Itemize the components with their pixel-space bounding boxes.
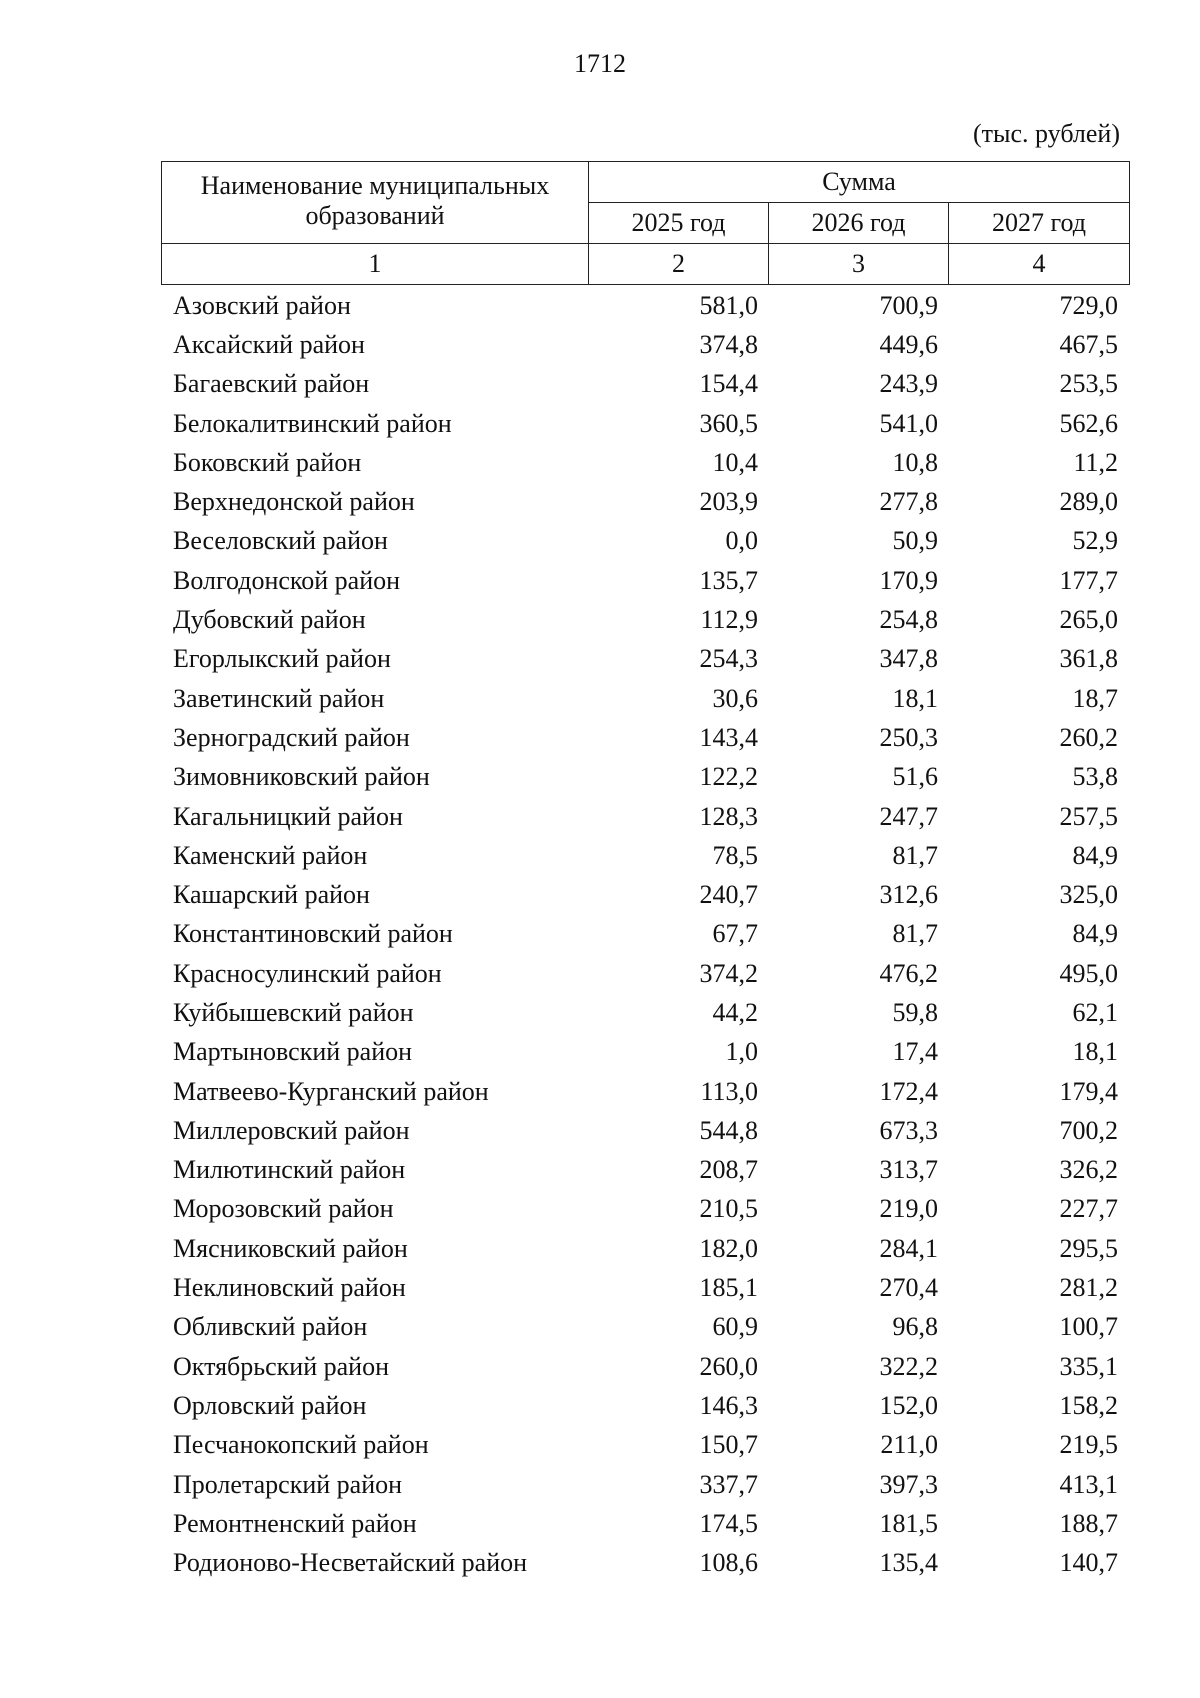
value-2025: 60,9 bbox=[712, 1312, 758, 1342]
table-row bbox=[161, 286, 1129, 325]
table-row bbox=[161, 993, 1129, 1032]
value-2026: 284,1 bbox=[879, 1233, 938, 1263]
value-2025: 143,4 bbox=[699, 722, 758, 752]
value-2025: 210,5 bbox=[699, 1194, 758, 1224]
municipality-name: Каменский район bbox=[173, 840, 368, 870]
table-row bbox=[161, 836, 1129, 875]
table-header bbox=[161, 161, 1130, 285]
municipality-name: Миллеровский район bbox=[173, 1115, 410, 1145]
value-2025: 67,7 bbox=[712, 919, 758, 949]
value-2027: 140,7 bbox=[1059, 1548, 1118, 1578]
header-col-number-4: 4 bbox=[949, 244, 1130, 285]
table-row bbox=[161, 482, 1129, 521]
value-2027: 11,2 bbox=[1073, 447, 1118, 477]
value-2026: 270,4 bbox=[879, 1273, 938, 1303]
table-row bbox=[161, 1347, 1129, 1386]
value-2026: 181,5 bbox=[879, 1508, 938, 1538]
value-2025: 208,7 bbox=[699, 1155, 758, 1185]
value-2025: 1,0 bbox=[725, 1037, 758, 1067]
table-row bbox=[161, 1308, 1129, 1347]
value-2025: 182,0 bbox=[699, 1233, 758, 1263]
table-row bbox=[161, 404, 1129, 443]
table-row bbox=[161, 561, 1129, 600]
value-2027: 53,8 bbox=[1072, 762, 1118, 792]
value-2025: 10,4 bbox=[712, 447, 758, 477]
value-2025: 108,6 bbox=[699, 1548, 758, 1578]
table-row bbox=[161, 1190, 1129, 1229]
value-2026: 10,8 bbox=[892, 447, 938, 477]
municipality-name: Кагальницкий район bbox=[173, 801, 403, 831]
value-2025: 112,9 bbox=[700, 605, 758, 635]
value-2025: 360,5 bbox=[699, 408, 758, 438]
table-row bbox=[161, 1426, 1129, 1465]
municipality-name: Ремонтненский район bbox=[173, 1508, 417, 1538]
value-2027: 729,0 bbox=[1059, 290, 1118, 320]
value-2027: 84,9 bbox=[1072, 840, 1118, 870]
value-2027: 265,0 bbox=[1059, 605, 1118, 635]
value-2027: 289,0 bbox=[1059, 487, 1118, 517]
value-2025: 44,2 bbox=[712, 997, 758, 1027]
value-2026: 59,8 bbox=[892, 997, 938, 1027]
municipality-name: Азовский район bbox=[173, 290, 351, 320]
value-2025: 544,8 bbox=[699, 1115, 758, 1145]
header-col-number-3: 3 bbox=[769, 244, 949, 285]
value-2025: 374,2 bbox=[699, 958, 758, 988]
table-row bbox=[161, 443, 1129, 482]
value-2025: 203,9 bbox=[699, 487, 758, 517]
municipality-name: Мартыновский район bbox=[173, 1037, 413, 1067]
page-number: 1712 bbox=[574, 49, 626, 78]
municipality-name: Кашарский район bbox=[173, 880, 370, 910]
header-col-number-1: 1 bbox=[162, 244, 589, 285]
value-2026: 476,2 bbox=[879, 958, 938, 988]
value-2027: 158,2 bbox=[1059, 1390, 1118, 1420]
table-row bbox=[161, 1111, 1129, 1150]
value-2027: 467,5 bbox=[1059, 329, 1118, 359]
municipality-name: Боковский район bbox=[173, 447, 362, 477]
value-2027: 326,2 bbox=[1059, 1155, 1118, 1185]
value-2027: 700,2 bbox=[1059, 1115, 1118, 1145]
value-2026: 243,9 bbox=[879, 369, 938, 399]
value-2025: 30,6 bbox=[712, 683, 758, 713]
value-2027: 295,5 bbox=[1059, 1233, 1118, 1263]
value-2027: 18,1 bbox=[1072, 1037, 1118, 1067]
value-2025: 374,8 bbox=[699, 329, 758, 359]
value-2025: 135,7 bbox=[699, 565, 758, 595]
value-2026: 313,7 bbox=[879, 1155, 938, 1185]
value-2027: 188,7 bbox=[1059, 1508, 1118, 1538]
value-2025: 185,1 bbox=[699, 1273, 758, 1303]
value-2027: 100,7 bbox=[1059, 1312, 1118, 1342]
value-2027: 562,6 bbox=[1059, 408, 1118, 438]
table-row bbox=[161, 1033, 1129, 1072]
municipality-name: Аксайский район bbox=[173, 329, 365, 359]
value-2027: 361,8 bbox=[1059, 644, 1118, 674]
table-row bbox=[161, 325, 1129, 364]
table-row bbox=[161, 1386, 1129, 1425]
value-2026: 449,6 bbox=[879, 329, 938, 359]
municipality-name: Верхнедонской район bbox=[173, 487, 415, 517]
value-2027: 281,2 bbox=[1059, 1273, 1118, 1303]
value-2026: 700,9 bbox=[879, 290, 938, 320]
municipality-name: Белокалитвинский район bbox=[173, 408, 452, 438]
value-2025: 337,7 bbox=[699, 1469, 758, 1499]
value-2027: 260,2 bbox=[1059, 722, 1118, 752]
value-2026: 211,0 bbox=[880, 1430, 938, 1460]
municipality-name: Обливский район bbox=[173, 1312, 368, 1342]
municipality-name: Куйбышевский район bbox=[173, 997, 414, 1027]
municipality-name: Матвеево-Курганский район bbox=[173, 1076, 489, 1106]
value-2027: 257,5 bbox=[1059, 801, 1118, 831]
value-2025: 260,0 bbox=[699, 1351, 758, 1381]
value-2025: 240,7 bbox=[699, 880, 758, 910]
value-2025: 581,0 bbox=[699, 290, 758, 320]
value-2027: 177,7 bbox=[1059, 565, 1118, 595]
value-2027: 62,1 bbox=[1072, 997, 1118, 1027]
municipality-name: Веселовский район bbox=[173, 526, 388, 556]
municipality-name: Пролетарский район bbox=[173, 1469, 403, 1499]
value-2025: 174,5 bbox=[699, 1508, 758, 1538]
value-2026: 51,6 bbox=[892, 762, 938, 792]
table-row bbox=[161, 679, 1129, 718]
value-2027: 325,0 bbox=[1059, 880, 1118, 910]
value-2025: 78,5 bbox=[712, 840, 758, 870]
municipality-name: Песчанокопский район bbox=[173, 1430, 429, 1460]
value-2027: 52,9 bbox=[1072, 526, 1118, 556]
value-2027: 413,1 bbox=[1059, 1469, 1118, 1499]
municipality-name: Егорлыкский район bbox=[173, 644, 391, 674]
municipality-name: Константиновский район bbox=[173, 919, 453, 949]
value-2026: 219,0 bbox=[879, 1194, 938, 1224]
table-row bbox=[161, 1151, 1129, 1190]
value-2026: 312,6 bbox=[879, 880, 938, 910]
municipality-name: Багаевский район bbox=[173, 369, 370, 399]
units-label: (тыс. рублей) bbox=[972, 119, 1120, 148]
header-col-number-2: 2 bbox=[589, 244, 769, 285]
municipality-name: Мясниковский район bbox=[173, 1233, 408, 1263]
table-row bbox=[161, 1072, 1129, 1111]
value-2027: 227,7 bbox=[1059, 1194, 1118, 1224]
table-row bbox=[161, 365, 1129, 404]
header-year-2025: 2025 год bbox=[589, 203, 769, 244]
value-2026: 172,4 bbox=[879, 1076, 938, 1106]
value-2027: 18,7 bbox=[1072, 683, 1118, 713]
municipality-name: Волгодонской район bbox=[173, 565, 401, 595]
header-year-2026: 2026 год bbox=[769, 203, 949, 244]
value-2025: 154,4 bbox=[699, 369, 758, 399]
value-2026: 152,0 bbox=[879, 1390, 938, 1420]
header-year-2027: 2027 год bbox=[949, 203, 1130, 244]
value-2026: 17,4 bbox=[892, 1037, 938, 1067]
value-2027: 84,9 bbox=[1072, 919, 1118, 949]
table-row bbox=[161, 954, 1129, 993]
value-2025: 122,2 bbox=[699, 762, 758, 792]
value-2026: 277,8 bbox=[879, 487, 938, 517]
header-sum: Сумма bbox=[589, 162, 1130, 203]
value-2025: 113,0 bbox=[700, 1076, 758, 1106]
value-2026: 347,8 bbox=[879, 644, 938, 674]
value-2025: 0,0 bbox=[725, 526, 758, 556]
municipality-name: Зерноградский район bbox=[173, 722, 410, 752]
municipality-name: Заветинский район bbox=[173, 683, 385, 713]
value-2026: 250,3 bbox=[879, 722, 938, 752]
header-municipality-name: Наименование муниципальных образований bbox=[162, 162, 589, 244]
table-row bbox=[161, 1465, 1129, 1504]
table-row bbox=[161, 915, 1129, 954]
table-row bbox=[161, 522, 1129, 561]
municipality-name: Зимовниковский район bbox=[173, 762, 430, 792]
value-2026: 247,7 bbox=[879, 801, 938, 831]
value-2027: 495,0 bbox=[1059, 958, 1118, 988]
table-body bbox=[161, 286, 1129, 1583]
value-2027: 335,1 bbox=[1059, 1351, 1118, 1381]
value-2026: 322,2 bbox=[879, 1351, 938, 1381]
table-row bbox=[161, 797, 1129, 836]
municipality-name: Красносулинский район bbox=[173, 958, 442, 988]
table-row bbox=[161, 1268, 1129, 1307]
value-2025: 146,3 bbox=[699, 1390, 758, 1420]
value-2026: 18,1 bbox=[892, 683, 938, 713]
table-row bbox=[161, 600, 1129, 639]
municipality-name: Октябрьский район bbox=[173, 1351, 389, 1381]
value-2026: 135,4 bbox=[879, 1548, 938, 1578]
value-2027: 219,5 bbox=[1059, 1430, 1118, 1460]
municipality-name: Родионово-Несветайский район bbox=[173, 1548, 528, 1578]
value-2026: 81,7 bbox=[892, 840, 938, 870]
table-row bbox=[161, 1504, 1129, 1543]
value-2026: 170,9 bbox=[879, 565, 938, 595]
value-2027: 179,4 bbox=[1059, 1076, 1118, 1106]
table-row bbox=[161, 1229, 1129, 1268]
value-2025: 150,7 bbox=[699, 1430, 758, 1460]
value-2027: 253,5 bbox=[1059, 369, 1118, 399]
municipality-name: Неклиновский район bbox=[173, 1273, 406, 1303]
value-2026: 673,3 bbox=[879, 1115, 938, 1145]
value-2026: 96,8 bbox=[892, 1312, 938, 1342]
municipality-name: Морозовский район bbox=[173, 1194, 394, 1224]
municipality-name: Дубовский район bbox=[173, 605, 366, 635]
municipality-name: Милютинский район bbox=[173, 1155, 406, 1185]
table-row bbox=[161, 758, 1129, 797]
value-2025: 128,3 bbox=[699, 801, 758, 831]
table-row bbox=[161, 875, 1129, 914]
value-2026: 541,0 bbox=[879, 408, 938, 438]
value-2025: 254,3 bbox=[699, 644, 758, 674]
table-row bbox=[161, 718, 1129, 757]
value-2026: 397,3 bbox=[879, 1469, 938, 1499]
municipality-name: Орловский район bbox=[173, 1390, 367, 1420]
table-row bbox=[161, 1544, 1129, 1583]
table-row bbox=[161, 640, 1129, 679]
value-2026: 81,7 bbox=[892, 919, 938, 949]
value-2026: 254,8 bbox=[879, 605, 938, 635]
value-2026: 50,9 bbox=[892, 526, 938, 556]
